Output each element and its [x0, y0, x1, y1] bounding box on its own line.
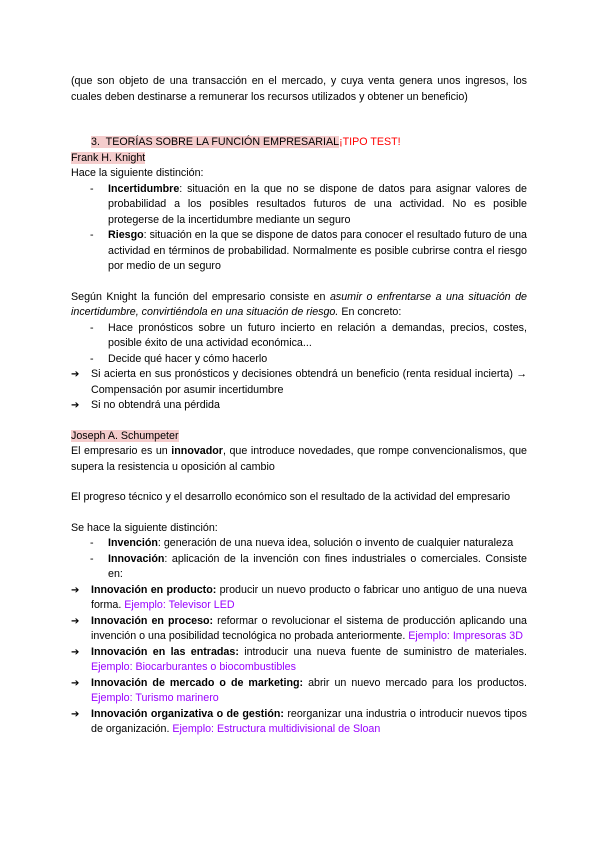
- text: El empresario es un: [71, 445, 172, 457]
- term: Innovación organizativa o de gestión:: [91, 707, 284, 720]
- definition: : generación de una nueva idea, solución o invento de cualquier naturaleza: [157, 537, 514, 549]
- term: Innovación en las entradas:: [91, 645, 239, 658]
- document-page: [71, 74, 527, 738]
- dash-marker: -: [90, 182, 94, 195]
- example: Ejemplo: Televisor LED: [124, 599, 235, 611]
- knight-distinction-list: [71, 182, 527, 275]
- schumpeter-distinction-list: [71, 536, 527, 583]
- text: , que introduce novedades, que rompe convencionalismos, que supera la resistencia u oposición al cambio: [71, 445, 527, 473]
- schumpeter-name: Joseph A. Schumpeter: [71, 429, 179, 442]
- text: Según Knight la función del empresario consiste en: [71, 290, 330, 303]
- list-item: [71, 352, 527, 368]
- section-title-highlight: [91, 136, 339, 148]
- list-item: [71, 182, 527, 229]
- arrow-icon: ➔: [71, 708, 80, 720]
- example: Ejemplo: Biocarburantes o biocombustibles: [91, 661, 296, 673]
- point-text: Hace pronósticos sobre un futuro incierto en relación a demandas, precios, costes, posible éxito de una actividad económica...: [108, 321, 527, 349]
- outcome-text: Si no obtendrá una pérdida: [91, 399, 220, 411]
- list-item: [71, 707, 527, 738]
- schumpeter-paragraph-2: El progreso técnico y el desarrollo económico son el resultado de la actividad del empresario: [71, 491, 511, 503]
- knight-function-paragraph: [71, 290, 527, 321]
- section-heading: [71, 135, 527, 151]
- list-item: [71, 645, 527, 676]
- list-item: [71, 583, 527, 614]
- arrow-icon: ➔: [71, 584, 80, 596]
- knight-name: Frank H. Knight: [71, 151, 146, 164]
- example: Ejemplo: Estructura multidivisional de Sloan: [172, 723, 381, 735]
- list-item: [71, 614, 527, 645]
- arrow-icon: ➔: [71, 615, 80, 627]
- outcome-text: Si acierta en sus pronósticos y decisiones obtendrá un beneficio (renta residual incierta) → Compensación por asumir incertidumbre: [91, 368, 527, 396]
- term: innovador: [171, 445, 223, 457]
- arrow-icon: ➔: [71, 677, 80, 689]
- knight-heading: [71, 151, 527, 167]
- example: Ejemplo: Impresoras 3D: [408, 630, 523, 642]
- example: Ejemplo: Turismo marinero: [91, 692, 219, 704]
- knight-points-list: [71, 321, 527, 368]
- intro-paragraph: (que son objeto de una transacción en el mercado, y cuya venta genera unos ingresos, los cuales deben destinarse a remunerar los recursos utilizados y obtener un beneficio): [71, 75, 527, 103]
- knight-lead: Hace la siguiente distinción:: [71, 167, 204, 179]
- list-item: [71, 228, 527, 275]
- emphasis: asumir o enfrentarse a una situación de incertidumbre, convirtiéndola en una situación de riesgo.: [71, 290, 527, 318]
- arrow-icon: ➔: [71, 646, 80, 658]
- list-item: [71, 552, 527, 583]
- definition: : situación en la que se dispone de datos para conocer el resultado futuro de una actividad en términos de probabilidad. Normalmente es posible cubrirse contra el riesgo por medio de un seguro: [108, 229, 527, 272]
- term: Riesgo: [108, 229, 144, 241]
- term: Innovación en producto:: [91, 583, 217, 596]
- dash-marker: -: [90, 552, 94, 565]
- text: En concreto:: [338, 306, 402, 318]
- definition: producir un nuevo producto o fabricar uno antiguo de una nueva forma.: [91, 583, 528, 611]
- knight-outcomes-list: [71, 367, 527, 414]
- list-item: [71, 321, 527, 352]
- arrow-icon: ➔: [71, 369, 80, 380]
- list-item: [71, 398, 527, 414]
- schumpeter-lead: Se hace la siguiente distinción:: [71, 521, 218, 534]
- tipo-test-tag: ¡TIPO TEST!: [339, 136, 401, 148]
- schumpeter-paragraph-1: [71, 444, 527, 475]
- term: Innovación de mercado o de marketing:: [91, 676, 304, 689]
- list-item: [71, 367, 527, 398]
- dash-marker: -: [90, 352, 94, 365]
- list-item: [71, 676, 527, 707]
- schumpeter-heading: [71, 429, 527, 445]
- definition: introducir una nueva fuente de suministro de materiales.: [238, 645, 527, 658]
- dash-marker: -: [90, 537, 94, 549]
- definition: reorganizar una industria o introducir nuevos tipos de organización.: [91, 707, 527, 735]
- innovation-types-list: [71, 583, 527, 738]
- definition: : aplicación de la invención con fines industriales o comerciales. Consiste en:: [108, 552, 527, 580]
- term: Invención: [108, 537, 158, 549]
- definition: abrir un nuevo mercado para los productos.: [303, 676, 527, 689]
- definition: : situación en la que no se dispone de datos para asignar valores de probabilidad a los posibles resultados futuros de una actividad. No es posible protegerse de la incertidumbre mediante un seguro: [108, 182, 527, 226]
- dash-marker: -: [90, 321, 94, 334]
- definition: reformar o revolucionar el sistema de producción aplicando una invención o una posibilidad tecnológica no probada anteriormente.: [91, 614, 527, 642]
- section-title: TEORÍAS SOBRE LA FUNCIÓN EMPRESARIAL: [105, 136, 340, 148]
- point-text: Decide qué hacer y cómo hacerlo: [108, 352, 268, 365]
- list-item: [71, 536, 527, 552]
- term: Incertidumbre: [108, 182, 180, 195]
- term: Innovación: [108, 552, 165, 565]
- arrow-icon: ➔: [71, 400, 80, 411]
- section-number: 3.: [91, 136, 100, 148]
- dash-marker: -: [90, 229, 94, 241]
- term: Innovación en proceso:: [91, 614, 214, 627]
